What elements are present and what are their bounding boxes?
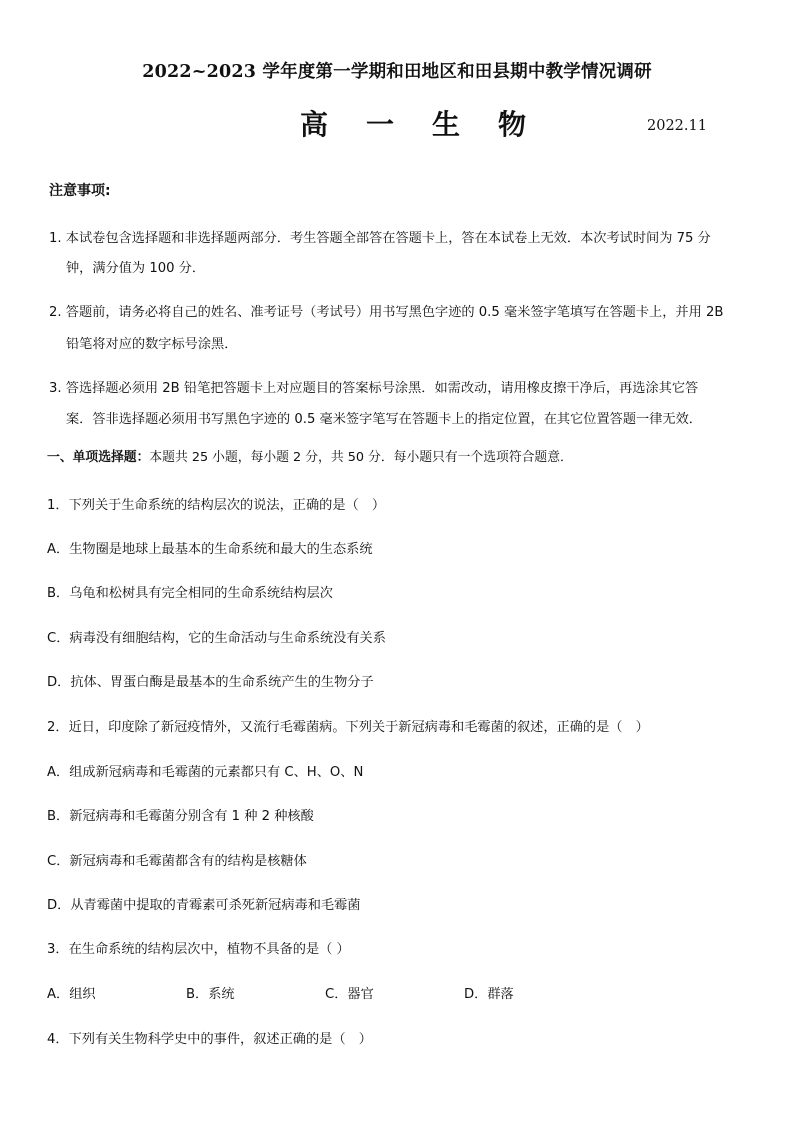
question-2-option-c: C．新冠病毒和毛霉菌都含有的结构是核糖体 xyxy=(47,854,307,869)
question-1-stem: 1．下列关于生命系统的结构层次的说法，正确的是（ ） xyxy=(47,498,386,513)
notice-item-2-line1: 2. 答题前，请务必将自己的姓名、准考证号（考试号）用书写黑色字迹的 0.5 毫米签字笔填写在答题卡上，并用 2B xyxy=(49,305,724,320)
question-2-stem: 2．近日，印度除了新冠疫情外，又流行毛霉菌病。下列关于新冠病毒和毛霉菌的叙述，正确的是（ ） xyxy=(47,720,649,735)
subject-char: 生 xyxy=(432,108,461,141)
notice-item-2-line2: 铅笔将对应的数字标号涂黑． xyxy=(66,337,238,352)
subject-char: 高 xyxy=(300,108,329,141)
question-4-stem: 4．下列有关生物科学史中的事件，叙述正确的是（ ） xyxy=(47,1032,372,1047)
notice-item-1-line1: 1. 本试卷包含选择题和非选择题两部分．考生答题全部答在答题卡上，答在本试卷上无效．本次考试时间为 75 分 xyxy=(49,231,711,246)
question-1-option-a: A．生物圈是地球上最基本的生命系统和最大的生态系统 xyxy=(47,542,373,557)
notice-item-3-line1: 3. 答选择题必须用 2B 铅笔把答题卡上对应题目的答案标号涂黑．如需改动，请用橡皮擦干净后，再选涂其它答 xyxy=(49,381,699,396)
subject-char: 一 xyxy=(366,108,395,141)
question-3-stem: 3．在生命系统的结构层次中，植物不具备的是（ ） xyxy=(47,942,350,957)
question-3-option-b: B．系统 xyxy=(186,987,235,1002)
question-3-option-d: D．群落 xyxy=(464,987,514,1002)
notice-item-3-line2: 案．答非选择题必须用书写黑色字迹的 0.5 毫米签字笔写在答题卡上的指定位置，在其它位置答题一律无效． xyxy=(66,412,702,427)
question-2-option-a: A．组成新冠病毒和毛霉菌的元素都只有 C、H、O、N xyxy=(47,765,364,780)
section-label: 一、单项选择题： xyxy=(47,450,150,465)
subject-char: 物 xyxy=(498,108,527,141)
notice-title: 注意事项: xyxy=(49,183,111,199)
subject-title xyxy=(300,103,526,143)
question-2-option-d: D．从青霉菌中提取的青霉素可杀死新冠病毒和毛霉菌 xyxy=(47,898,361,913)
exam-date: 2022.11 xyxy=(647,118,707,134)
question-1-option-d: D．抗体、胃蛋白酶是最基本的生命系统产生的生物分子 xyxy=(47,675,374,690)
section-description: 本题共 25 小题，每小题 2 分，共 50 分．每小题只有一个选项符合题意． xyxy=(149,450,573,465)
question-1-option-b: B．乌龟和松树具有完全相同的生命系统结构层次 xyxy=(47,586,333,601)
exam-title: 2022~2023 学年度第一学期和田地区和田县期中教学情况调研 xyxy=(142,62,652,82)
notice-item-1-line2: 钟，满分值为 100 分． xyxy=(66,261,206,276)
question-3-option-c: C．器官 xyxy=(325,987,374,1002)
section-heading xyxy=(47,446,573,465)
question-1-option-c: C．病毒没有细胞结构，它的生命活动与生命系统没有关系 xyxy=(47,631,386,646)
question-2-option-b: B．新冠病毒和毛霉菌分别含有 1 种 2 种核酸 xyxy=(47,809,314,824)
question-3-option-a: A．组织 xyxy=(47,987,96,1002)
